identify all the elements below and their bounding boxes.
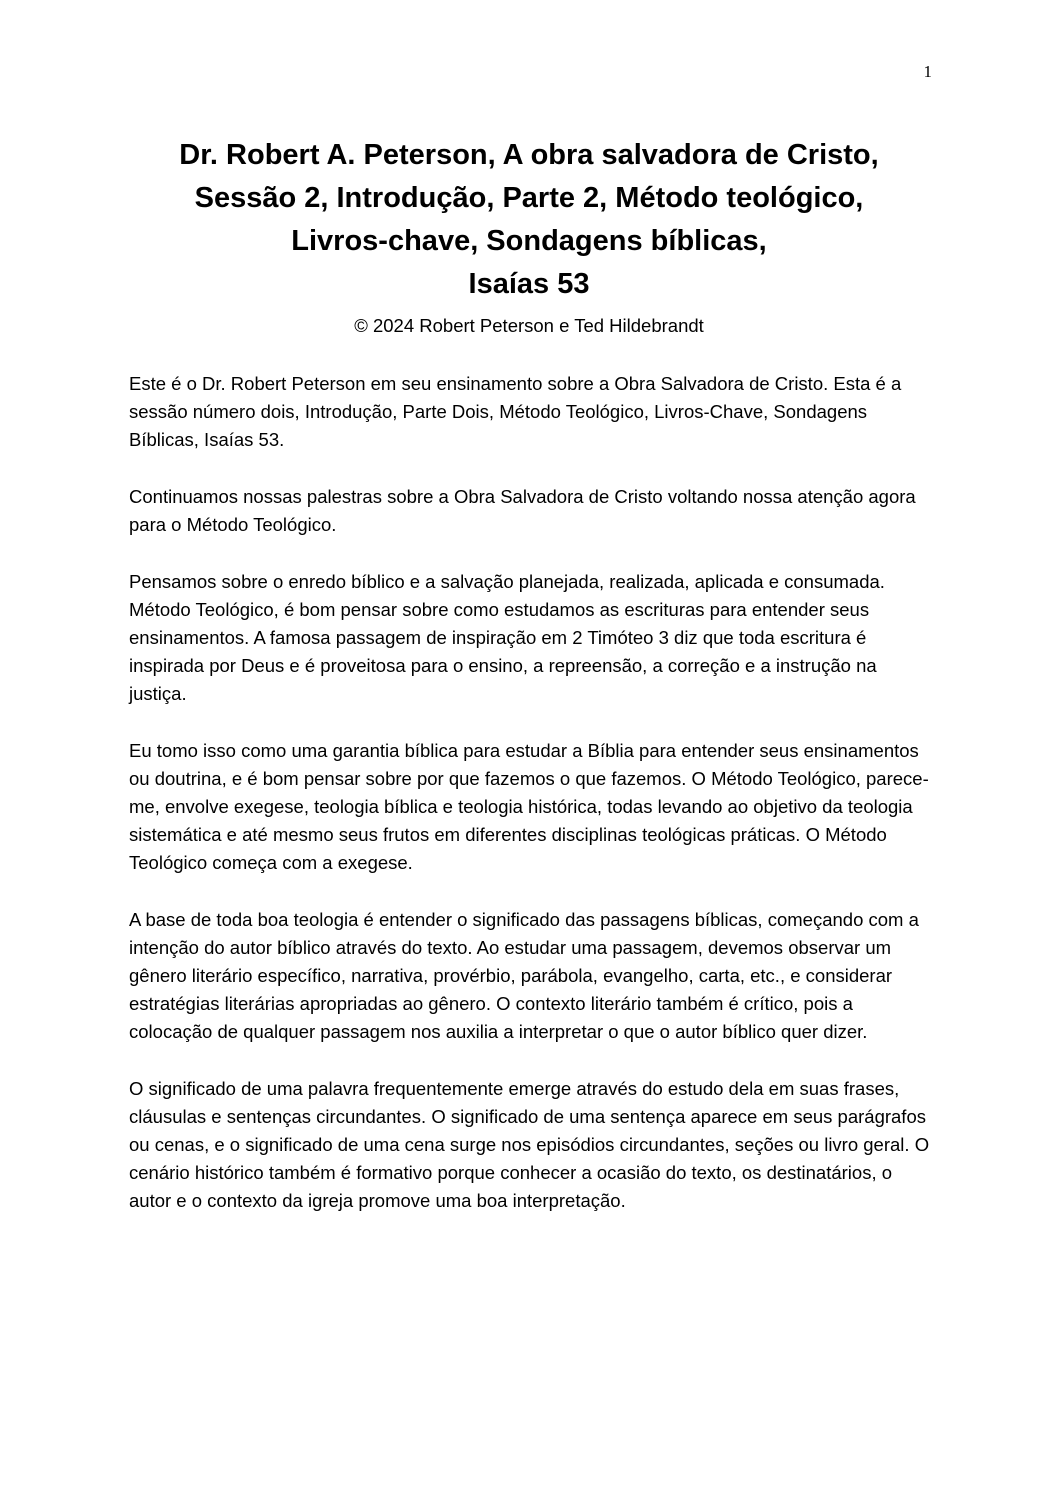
paragraph-6: O significado de uma palavra frequentemente emerge através do estudo dela em suas frases, cláusulas e sentenças circundantes. O significado de uma sentença aparece em seus parágrafos ou cenas, e o significado de uma cena surge nos episódios circundantes, seções ou livro geral. O cenário histórico também é formativo porque conhecer a ocasião do texto, os destinatários, o autor e o contexto da igreja promove uma boa interpretação. <box>129 1078 930 1211</box>
paragraph-4: Eu tomo isso como uma garantia bíblica para estudar a Bíblia para entender seus ensinamentos ou doutrina, e é bom pensar sobre por que fazemos o que fazemos. O Método Teológico, parece-me, envolve exegese, teologia bíblica e teologia histórica, todas levando ao objetivo da teologia sistemática e até mesmo seus frutos em diferentes disciplinas teológicas práticas. O Método Teológico começa com a exegese. <box>129 740 929 873</box>
title-line-2: Sessão 2, Introdução, Parte 2, Método teológico, <box>194 182 864 214</box>
document-title <box>120 134 938 306</box>
paragraph-2: Continuamos nossas palestras sobre a Obra Salvadora de Cristo voltando nossa atenção agora para o Método Teológico. <box>129 486 916 535</box>
paragraph-5: A base de toda boa teologia é entender o significado das passagens bíblicas, começando com a intenção do autor bíblico através do texto. Ao estudar uma passagem, devemos observar um gênero literário específico, narrativa, provérbio, parábola, evangelho, carta, etc., e considerar estratégias literárias apropriadas ao gênero. O contexto literário também é crítico, pois a colocação de qualquer passagem nos auxilia a interpretar o que o autor bíblico quer dizer. <box>129 909 919 1042</box>
page-number: 1 <box>923 62 932 81</box>
body-text <box>129 370 934 1244</box>
title-line-4: Isaías 53 <box>468 268 590 300</box>
paragraph-1: Este é o Dr. Robert Peterson em seu ensinamento sobre a Obra Salvadora de Cristo. Esta é a sessão número dois, Introdução, Parte Dois, Método Teológico, Livros-Chave, Sondagens Bíblicas, Isaías 53. <box>129 373 902 450</box>
copyright-notice: © 2024 Robert Peterson e Ted Hildebrandt <box>354 315 704 336</box>
paragraph-3: Pensamos sobre o enredo bíblico e a salvação planejada, realizada, aplicada e consumada. Método Teológico, é bom pensar sobre como estudamos as escrituras para entender seus ensinamentos. A famosa passagem de inspiração em 2 Timóteo 3 diz que toda escritura é inspirada por Deus e é proveitosa para o ensino, a repreensão, a correção e a instrução na justiça. <box>129 571 885 704</box>
title-line-3: Livros-chave, Sondagens bíblicas, <box>291 225 767 257</box>
title-line-1: Dr. Robert A. Peterson, A obra salvadora de Cristo, <box>179 139 879 171</box>
